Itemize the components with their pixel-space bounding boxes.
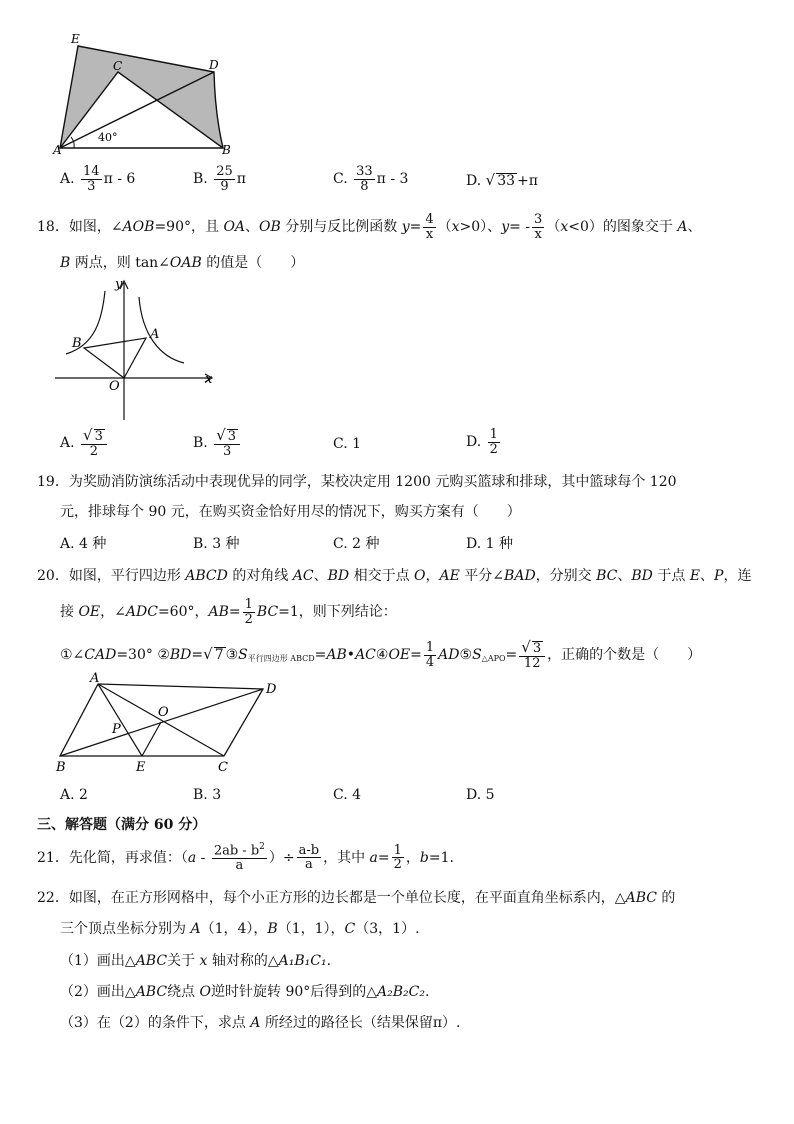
q18-line-2: B 两点，则 tan∠OAB 的值是（ ） — [60, 255, 305, 271]
svg-text:E: E — [136, 760, 146, 775]
q22-line-1: 22．如图，在正方形网格中，每个小正方形的边长都是一个单位长度，在平面直角坐标系内，△ABC 的 — [37, 890, 676, 906]
q20-line-3: ①∠CAD=30° ②BD=√ 7 $③S_{平行四边形 ABCD}=AB•AC④OE=$ $\frac{1}{4}$ $AD⑤S_{\triangle APO}=$ $\frac{√ 3}{12}$ ，正确的个数是（ ） — [60, 638, 702, 671]
svg-text:y: y — [115, 277, 123, 292]
label-angle: 40° — [98, 131, 118, 144]
curve-right — [139, 297, 184, 363]
q20-line-1: 20．如图，平行四边形 ABCD 的对角线 AC、BD 相交于点 O，AE 平分∠BAD，分别交 BC、BD 于点 E、P，连 — [37, 568, 752, 584]
svg-text:P: P — [112, 722, 121, 737]
label-a: A — [53, 143, 62, 157]
q22-line-2: 三个顶点坐标分别为 A（1，4），B（1，1），C（3，1）. — [60, 921, 420, 937]
q20-option-d[interactable]: D. 5 — [466, 787, 495, 803]
q17-option-b[interactable]: B. $\frac{25}{9}$ π — [193, 164, 246, 194]
q21-line: 21．先化简，再求值：（a - $\frac{2ab - b^2}{a}$ ）÷ $\frac{a-b}{a}$ ，其中 a= $\frac{1}{2}$ ，b=1. — [37, 842, 454, 873]
segment-ae — [98, 684, 142, 756]
q20-line-2: 接 OE，∠ADC=60°，AB= $\frac{1}{2}$ BC=1，则下列结论： — [60, 597, 397, 627]
diagonal-ac — [98, 684, 224, 756]
triangle-oab — [84, 338, 146, 378]
q19-line-2: 元，排球每个 90 元，在购买资金恰好用尽的情况下，购买方案有（ ） — [60, 504, 521, 520]
q18-option-a[interactable]: A. $\frac{√ 3}{2}$ — [60, 428, 109, 458]
q22-part-2: （2）画出△ABC绕点 O逆时针旋转 90°后得到的△A₂B₂C₂. — [60, 984, 430, 1000]
q18-figure — [50, 275, 220, 425]
q17-figure — [40, 30, 260, 160]
q19-option-c[interactable]: C. 2 种 — [333, 536, 380, 552]
fraction: $\frac{14}{3}$ — [83, 164, 100, 194]
q17-option-a[interactable]: A. $\frac{14}{3}$ π - 6 — [60, 164, 136, 194]
fraction: $\frac{33}{8}$ — [356, 164, 373, 194]
shaded-region — [60, 46, 223, 148]
label-d: D — [209, 58, 219, 72]
q19-option-b[interactable]: B. 3 种 — [193, 536, 240, 552]
q17-option-d[interactable]: D. √ 33 +π — [466, 171, 538, 189]
fraction: $\frac{25}{9}$ — [216, 164, 233, 194]
label-e: E — [71, 32, 80, 46]
q17-option-c[interactable]: C. $\frac{33}{8}$ π - 3 — [333, 164, 409, 194]
q18-option-b[interactable]: B. $\frac{√ 3}{3}$ — [193, 428, 242, 458]
q19-option-a[interactable]: A. 4 种 — [60, 536, 107, 552]
q22-part-1: （1）画出△ABC关于 x 轴对称的△A₁B₁C₁. — [60, 953, 332, 969]
label-c: C — [113, 59, 123, 73]
q20-option-c[interactable]: C. 4 — [333, 787, 362, 803]
q19-line-1: 19．为奖励消防演练活动中表现优异的同学，某校决定用 1200 元购买篮球和排球，其中篮球每个 120 — [37, 474, 677, 490]
svg-text:B: B — [56, 760, 66, 775]
q20-figure — [48, 672, 288, 777]
svg-text:D: D — [266, 682, 277, 697]
svg-text:C: C — [218, 760, 228, 775]
q20-option-a[interactable]: A. 2 — [60, 787, 88, 803]
q18-option-c[interactable]: C. 1 — [333, 436, 362, 452]
svg-text:A: A — [150, 327, 160, 342]
svg-text:B: B — [72, 336, 82, 351]
svg-text:O: O — [158, 705, 169, 720]
svg-text:A: A — [90, 672, 100, 686]
svg-text:x: x — [205, 372, 213, 387]
q19-option-d[interactable]: D. 1 种 — [466, 536, 513, 552]
section-title: 三、解答题（满分 60 分） — [37, 817, 207, 833]
q22-part-3: （3）在（2）的条件下，求点 A 所经过的路径长（结果保留π）. — [60, 1015, 461, 1031]
q20-option-b[interactable]: B. 3 — [193, 787, 222, 803]
q18-line-1: 18．如图，∠AOB=90°，且 OA、OB 分别与反比例函数 y= $\frac{4}{x}$ （x>0）、y= - $\frac{3}{x}$ （x<0）的图象交于 A、 — [37, 212, 702, 242]
label-b: B — [222, 143, 231, 157]
q18-option-d[interactable]: D. $\frac{1}{2}$ — [466, 427, 498, 457]
svg-text:O: O — [109, 379, 120, 394]
segment-oe — [142, 722, 161, 756]
